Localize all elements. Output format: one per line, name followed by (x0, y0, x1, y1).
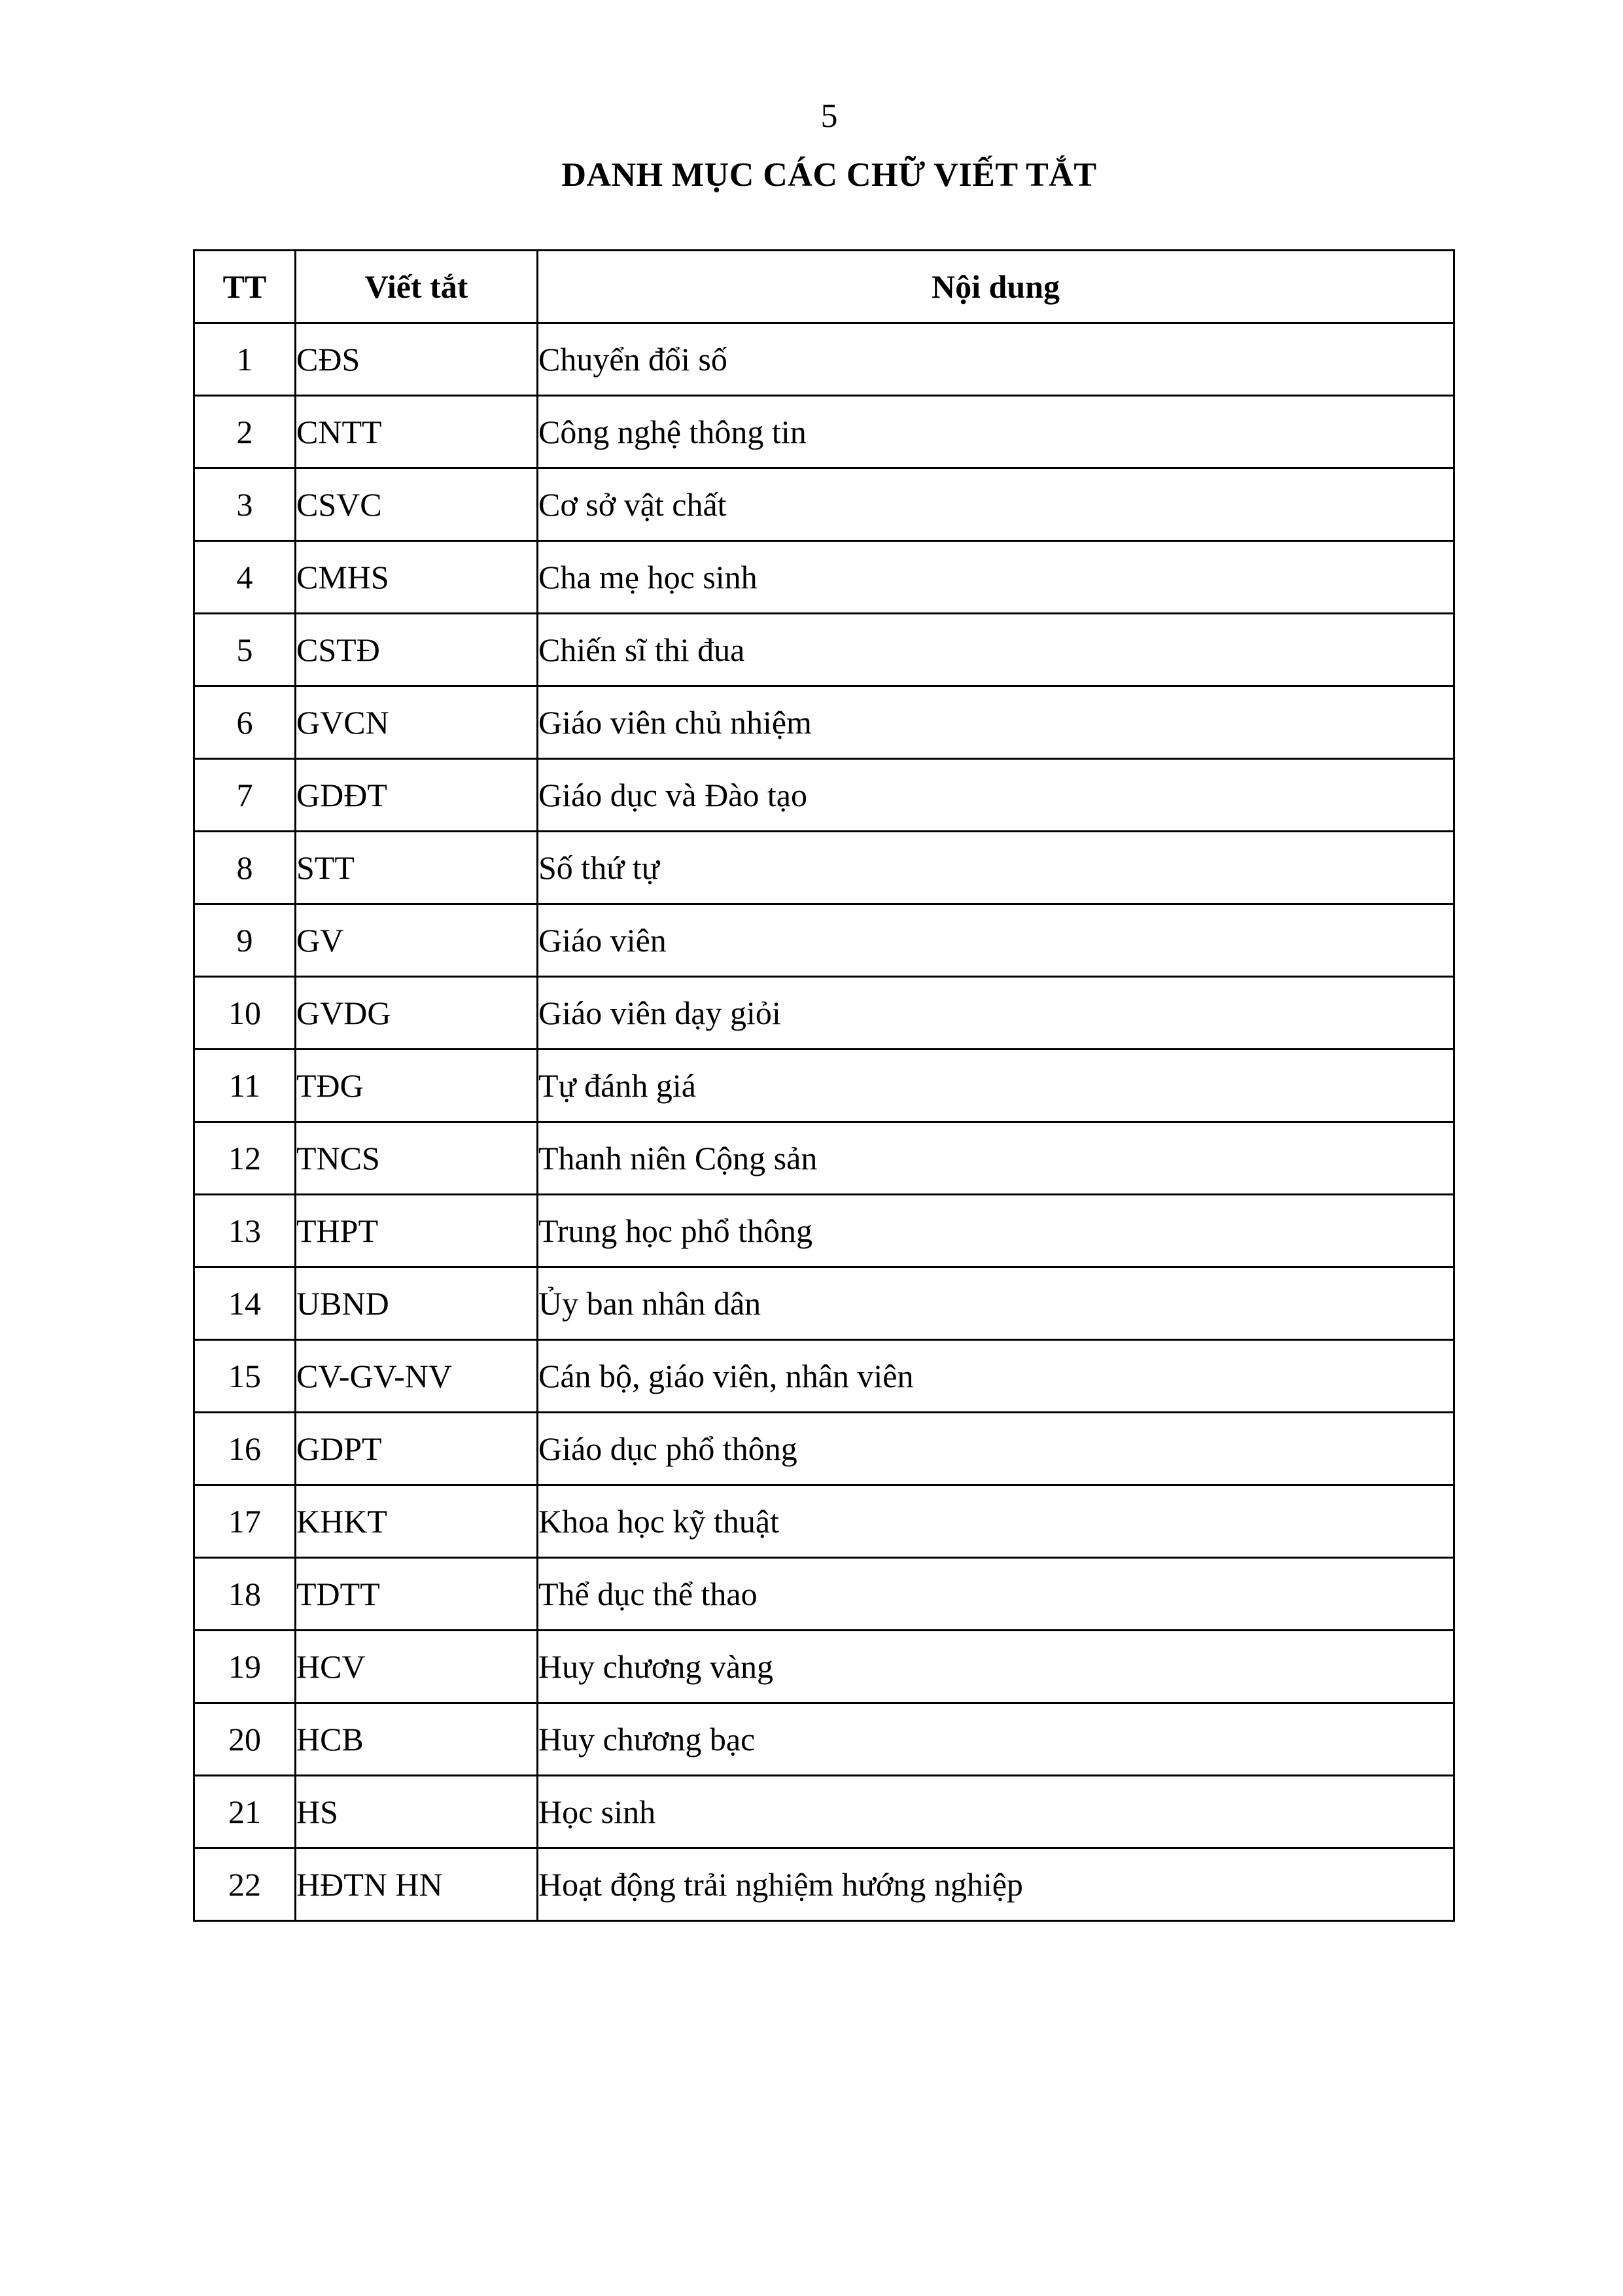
row-content: Chuyển đổi số (538, 323, 1454, 396)
row-abbreviation: CMHS (296, 541, 538, 614)
row-abbreviation: CSTĐ (296, 614, 538, 686)
row-content: Huy chương vàng (538, 1631, 1454, 1703)
row-abbreviation: GDPT (296, 1413, 538, 1485)
row-content: Thanh niên Cộng sản (538, 1122, 1454, 1195)
row-abbreviation: GVDG (296, 977, 538, 1050)
row-abbreviation: CSVC (296, 468, 538, 541)
table-row (194, 904, 1454, 977)
row-content: Cơ sở vật chất (538, 468, 1454, 541)
row-content: Giáo viên chủ nhiệm (538, 686, 1454, 759)
row-content: Giáo viên (538, 904, 1454, 977)
row-abbreviation: TDTT (296, 1558, 538, 1631)
row-number: 3 (194, 468, 296, 541)
table-row (194, 396, 1454, 468)
header-tt: TT (194, 251, 296, 323)
table-row (194, 614, 1454, 686)
abbreviation-table (193, 249, 1455, 1922)
row-number: 17 (194, 1485, 296, 1558)
row-number: 15 (194, 1340, 296, 1413)
row-abbreviation: GV (296, 904, 538, 977)
row-content: Giáo dục phổ thông (538, 1413, 1454, 1485)
table-row (194, 1848, 1454, 1921)
row-content: Học sinh (538, 1776, 1454, 1848)
table-row (194, 1413, 1454, 1485)
row-content: Tự đánh giá (538, 1050, 1454, 1122)
row-number: 9 (194, 904, 296, 977)
row-abbreviation: THPT (296, 1195, 538, 1267)
table-row (194, 977, 1454, 1050)
table-row (194, 832, 1454, 904)
table-row (194, 1050, 1454, 1122)
row-content: Hoạt động trải nghiệm hướng nghiệp (538, 1848, 1454, 1921)
table-row (194, 1703, 1454, 1776)
row-content: Chiến sĩ thi đua (538, 614, 1454, 686)
row-content: Số thứ tự (538, 832, 1454, 904)
row-number: 2 (194, 396, 296, 468)
row-content: Giáo dục và Đào tạo (538, 759, 1454, 832)
row-number: 1 (194, 323, 296, 396)
table-row (194, 759, 1454, 832)
table-row (194, 1195, 1454, 1267)
row-content: Cha mẹ học sinh (538, 541, 1454, 614)
row-abbreviation: CĐS (296, 323, 538, 396)
table-body (194, 323, 1454, 1921)
row-number: 21 (194, 1776, 296, 1848)
header-content: Nội dung (538, 251, 1454, 323)
row-abbreviation: CNTT (296, 396, 538, 468)
row-content: Khoa học kỹ thuật (538, 1485, 1454, 1558)
row-number: 4 (194, 541, 296, 614)
table-row (194, 1485, 1454, 1558)
row-number: 13 (194, 1195, 296, 1267)
row-content: Ủy ban nhân dân (538, 1267, 1454, 1340)
row-number: 6 (194, 686, 296, 759)
row-abbreviation: GDĐT (296, 759, 538, 832)
row-abbreviation: HĐTN HN (296, 1848, 538, 1921)
header-abbreviation: Viết tắt (296, 251, 538, 323)
row-abbreviation: KHKT (296, 1485, 538, 1558)
row-abbreviation: CV-GV-NV (296, 1340, 538, 1413)
row-number: 19 (194, 1631, 296, 1703)
row-content: Công nghệ thông tin (538, 396, 1454, 468)
table-row (194, 541, 1454, 614)
row-abbreviation: GVCN (296, 686, 538, 759)
row-number: 22 (194, 1848, 296, 1921)
row-number: 12 (194, 1122, 296, 1195)
table-row (194, 1631, 1454, 1703)
row-number: 14 (194, 1267, 296, 1340)
row-content: Cán bộ, giáo viên, nhân viên (538, 1340, 1454, 1413)
row-abbreviation: STT (296, 832, 538, 904)
page-title: DANH MỤC CÁC CHỮ VIẾT TẮT (561, 156, 1097, 194)
row-number: 18 (194, 1558, 296, 1631)
page-number: 5 (820, 97, 838, 135)
row-abbreviation: TNCS (296, 1122, 538, 1195)
row-number: 7 (194, 759, 296, 832)
table-row (194, 323, 1454, 396)
table-row (194, 1558, 1454, 1631)
row-abbreviation: HCB (296, 1703, 538, 1776)
table-row (194, 468, 1454, 541)
row-abbreviation: HS (296, 1776, 538, 1848)
row-content: Giáo viên dạy giỏi (538, 977, 1454, 1050)
row-number: 5 (194, 614, 296, 686)
table-header-row (194, 251, 1454, 323)
row-number: 20 (194, 1703, 296, 1776)
row-number: 16 (194, 1413, 296, 1485)
table-row (194, 1776, 1454, 1848)
row-number: 8 (194, 832, 296, 904)
table-row (194, 1267, 1454, 1340)
table-row (194, 1340, 1454, 1413)
row-number: 10 (194, 977, 296, 1050)
row-abbreviation: HCV (296, 1631, 538, 1703)
row-content: Thể dục thể thao (538, 1558, 1454, 1631)
table-row (194, 1122, 1454, 1195)
row-content: Huy chương bạc (538, 1703, 1454, 1776)
table-row (194, 686, 1454, 759)
row-content: Trung học phổ thông (538, 1195, 1454, 1267)
row-abbreviation: UBND (296, 1267, 538, 1340)
row-number: 11 (194, 1050, 296, 1122)
row-abbreviation: TĐG (296, 1050, 538, 1122)
